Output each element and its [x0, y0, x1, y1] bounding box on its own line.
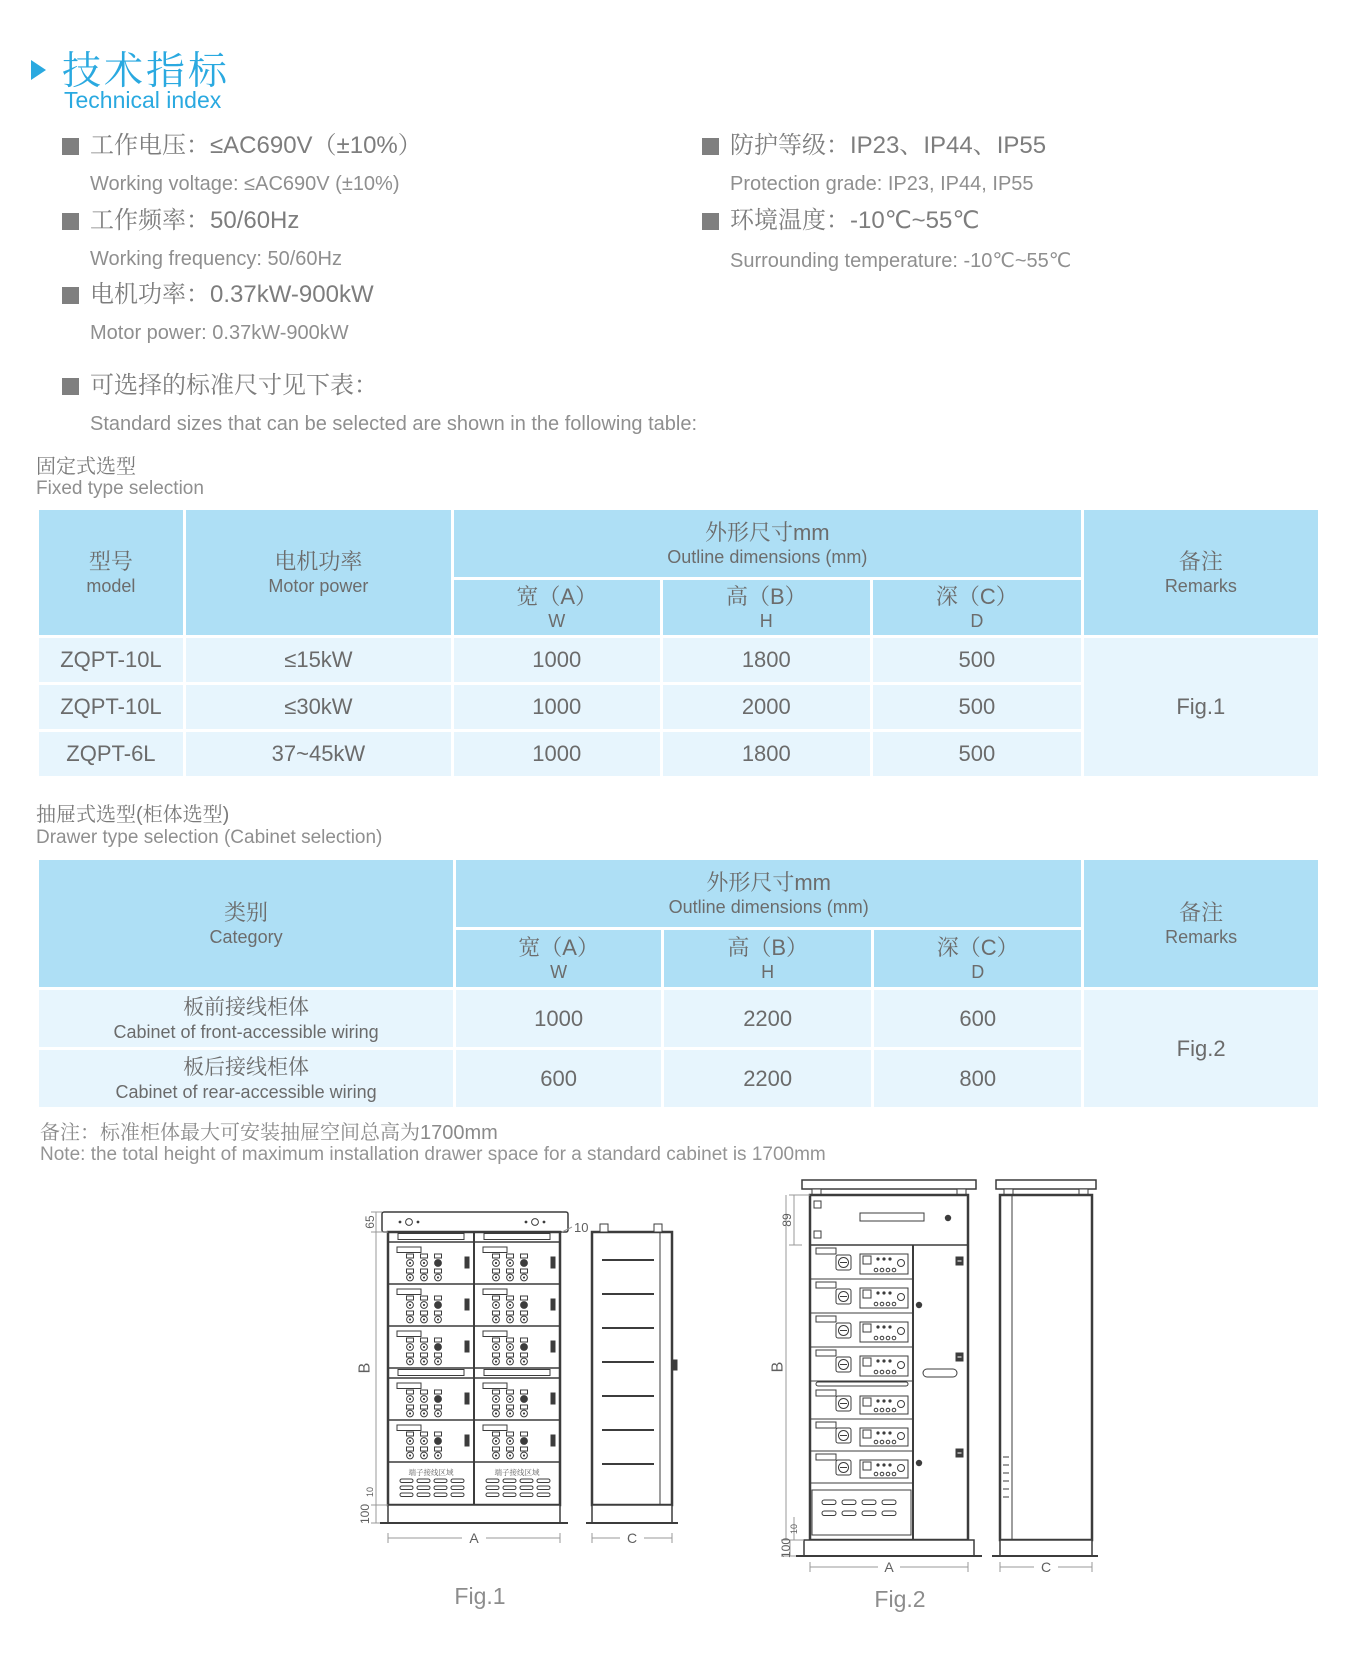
- drawer-section-title-en: Drawer type selection (Cabinet selection): [36, 827, 383, 848]
- section-arrow-icon: [31, 60, 46, 80]
- square-bullet-icon: [702, 213, 719, 230]
- drawer-type-table: [36, 857, 1321, 1110]
- spec-en-text: Working voltage: ≤AC690V (±10%): [90, 173, 400, 195]
- fig2-dim-offset-bottom: 10: [789, 1523, 799, 1535]
- col-header-width: 宽（A） W: [454, 580, 660, 635]
- table-row: [39, 990, 1318, 1047]
- cell-height: 1800: [663, 638, 871, 682]
- spec-motor-power: [62, 281, 374, 345]
- spec-zh-text: 可选择的标准尺寸见下表：: [90, 372, 378, 399]
- cell-depth: 800: [874, 1050, 1081, 1107]
- table-header-row: [39, 510, 1318, 577]
- col-header-outline-dimensions: 外形尺寸mm Outline dimensions (mm): [456, 860, 1081, 927]
- cell-depth: 500: [873, 732, 1081, 776]
- spec-standard-sizes-intro: [62, 372, 697, 436]
- square-bullet-icon: [702, 138, 719, 155]
- note-en: Note: the total height of maximum installation drawer space for a standard cabinet is 1700mm: [40, 1144, 826, 1165]
- table-header-row: [39, 860, 1318, 927]
- col-header-width: 宽（A） W: [456, 930, 661, 987]
- col-header-depth: 深（C） D: [873, 580, 1081, 635]
- drawer-section-title-zh: 抽屉式选型(柜体选型): [36, 804, 230, 826]
- cell-model: ZQPT-10L: [39, 685, 183, 729]
- cell-width: 1000: [454, 685, 660, 729]
- spec-zh-text: 电机功率：0.37kW-900kW: [90, 281, 374, 308]
- fig1-dim-width: A: [469, 1530, 479, 1546]
- fig2-dim-depth: C: [1040, 1559, 1052, 1575]
- cell-category: 板前接线柜体 Cabinet of front-accessible wiring: [39, 990, 453, 1047]
- col-header-model: 型号 model: [39, 510, 183, 635]
- spec-zh-text: 工作电压：≤AC690V（±10%）: [90, 132, 422, 159]
- square-bullet-icon: [62, 287, 79, 304]
- spec-en-text: Protection grade: IP23, IP44, IP55: [730, 173, 1034, 195]
- fixed-type-table: [36, 507, 1321, 779]
- fig2-dim-width: A: [884, 1559, 894, 1575]
- fig1-terminal-area-label: 端子接线区域: [494, 1468, 540, 1477]
- spec-zh-text: 环境温度：-10℃~55℃: [730, 207, 980, 234]
- cell-width: 1000: [454, 732, 660, 776]
- fixed-section-title-zh: 固定式选型: [36, 456, 136, 478]
- cell-width: 1000: [454, 638, 660, 682]
- cell-remarks: Fig.1: [1084, 638, 1318, 776]
- cell-height: 2200: [664, 990, 871, 1047]
- fig1-caption: Fig.1: [454, 1583, 506, 1609]
- fig2-dim-cap: 89: [780, 1213, 794, 1227]
- spec-working-frequency: [62, 207, 342, 271]
- col-header-depth: 深（C） D: [874, 930, 1081, 987]
- spec-en-text: Motor power: 0.37kW-900kW: [90, 322, 349, 344]
- square-bullet-icon: [62, 213, 79, 230]
- cell-height: 2200: [664, 1050, 871, 1107]
- cell-width: 600: [456, 1050, 661, 1107]
- spec-en-text: Surrounding temperature: -10℃~55℃: [730, 250, 1072, 272]
- spec-surrounding-temperature: [702, 207, 1071, 273]
- col-header-height: 高（B） H: [664, 930, 871, 987]
- cell-power: ≤30kW: [186, 685, 451, 729]
- cell-power: 37~45kW: [186, 732, 451, 776]
- col-header-category: 类别 Category: [39, 860, 453, 987]
- note-zh: 备注：标准柜体最大可安装抽屉空间总高为1700mm: [40, 1122, 498, 1144]
- cell-model: ZQPT-6L: [39, 732, 183, 776]
- spec-protection-grade: [702, 132, 1046, 196]
- spec-en-text: Working frequency: 50/60Hz: [90, 248, 342, 270]
- square-bullet-icon: [62, 378, 79, 395]
- cell-depth: 600: [874, 990, 1081, 1047]
- col-header-height: 高（B） H: [663, 580, 871, 635]
- fixed-section-title-en: Fixed type selection: [36, 478, 204, 499]
- fig1-dim-depth: C: [626, 1530, 638, 1546]
- fig1-dim-offset-top: 10: [574, 1220, 589, 1235]
- page-title: 技术指标: [62, 50, 231, 93]
- cell-model: ZQPT-10L: [39, 638, 183, 682]
- spec-zh-text: 工作频率：50/60Hz: [90, 207, 300, 234]
- spec-working-voltage: [62, 132, 422, 196]
- fig1-dim-cap: 65: [363, 1215, 377, 1229]
- cell-depth: 500: [873, 685, 1081, 729]
- spec-zh-text: 防护等级：IP23、IP44、IP55: [730, 132, 1047, 159]
- cell-remarks: Fig.2: [1084, 990, 1318, 1107]
- col-header-remarks: 备注 Remarks: [1084, 510, 1318, 635]
- spec-en-text: Standard sizes that can be selected are shown in the following table:: [90, 413, 698, 435]
- cell-power: ≤15kW: [186, 638, 451, 682]
- fig2-caption: Fig.2: [874, 1586, 926, 1612]
- cell-depth: 500: [873, 638, 1081, 682]
- fig1-dim-base: 100: [358, 1503, 372, 1525]
- cell-width: 1000: [456, 990, 661, 1047]
- fig1-terminal-area-label: 端子接线区域: [408, 1468, 454, 1477]
- fig1-dim-offset-bottom: 10: [365, 1486, 375, 1498]
- col-header-outline-dimensions: 外形尺寸mm Outline dimensions (mm): [454, 510, 1081, 577]
- fig1-dim-height: B: [356, 1362, 374, 1374]
- fig2-drawer-cabinet-drawing: [690, 1085, 1110, 1585]
- fig1-fixed-cabinet-drawing: [330, 1120, 700, 1560]
- table-row: [39, 638, 1318, 682]
- col-header-remarks: 备注 Remarks: [1084, 860, 1318, 987]
- fig2-dim-height: B: [769, 1361, 787, 1373]
- cell-category: 板后接线柜体 Cabinet of rear-accessible wiring: [39, 1050, 453, 1107]
- page-subtitle: Technical index: [64, 87, 222, 113]
- cell-height: 2000: [663, 685, 871, 729]
- col-header-motor-power: 电机功率 Motor power: [186, 510, 451, 635]
- cell-height: 1800: [663, 732, 871, 776]
- fig2-dim-base: 100: [779, 1537, 793, 1559]
- square-bullet-icon: [62, 138, 79, 155]
